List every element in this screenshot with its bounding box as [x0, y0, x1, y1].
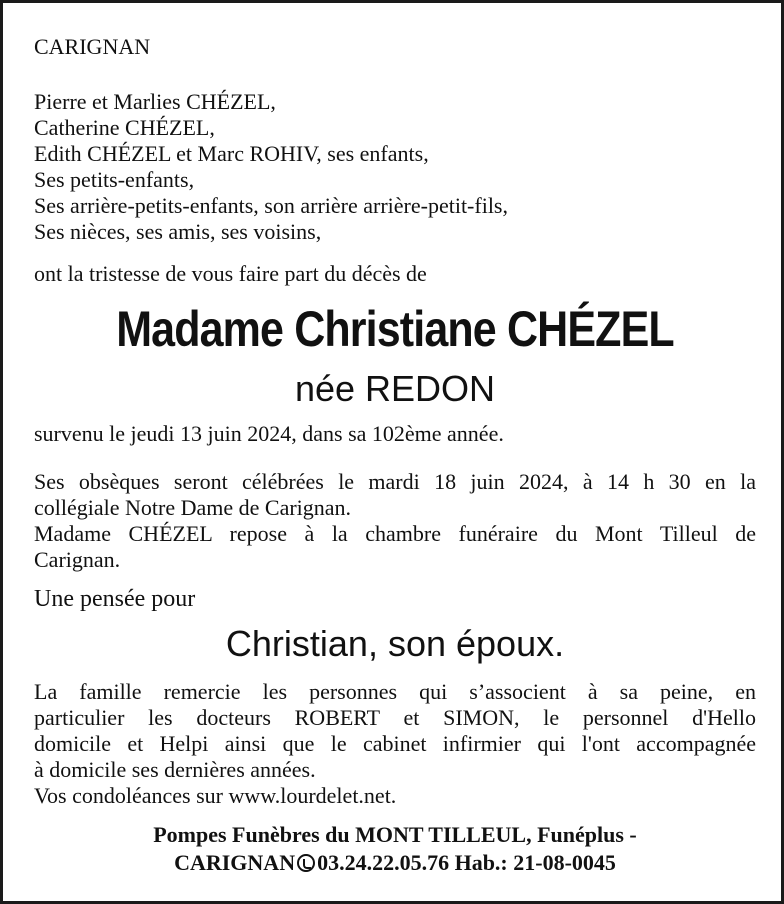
funeral-line: Madame CHÉZEL repose à la chambre funéraire du Mont Tilleul de [34, 521, 756, 546]
thanks-line: La famille remercie les personnes qui s’associent à sa peine, en [34, 679, 756, 704]
funeral-line: collégiale Notre Dame de Carignan. [34, 495, 352, 520]
funeral-home-city: CARIGNAN [174, 850, 296, 875]
family-list [34, 89, 508, 245]
city-heading: CARIGNAN [34, 34, 151, 59]
funeral-line: Carignan. [34, 547, 121, 572]
thought-intro: Une pensée pour [34, 586, 196, 612]
maiden-name: née REDON [294, 368, 496, 409]
family-line: Ses nièces, ses amis, ses voisins, [34, 219, 322, 244]
thanks-line: à domicile ses dernières années. [34, 757, 316, 782]
family-line: Catherine CHÉZEL, [34, 115, 215, 140]
funeral-info [34, 469, 756, 573]
phone-icon [297, 854, 315, 872]
funeral-line: Ses obsèques seront célébrées le mardi 18 juin 2024, à 14 h 30 en la [34, 469, 756, 494]
funeral-home-footer [34, 821, 756, 877]
thanks-text [34, 679, 756, 809]
family-line: Pierre et Marlies CHÉZEL, [34, 89, 276, 114]
condolences-link: Vos condoléances sur www.lourdelet.net. [34, 783, 397, 808]
announcement-text: ont la tristesse de vous faire part du décès de [34, 261, 427, 286]
thanks-line: domicile et Helpi ainsi que le cabinet infirmier qui l'ont accompagnée [34, 731, 756, 756]
family-line: Ses petits-enfants, [34, 167, 195, 192]
thought-for: Christian, son époux. [225, 623, 565, 664]
family-line: Ses arrière-petits-enfants, son arrière arrière-petit-fils, [34, 193, 508, 218]
thanks-line: particulier les docteurs ROBERT et SIMON, le personnel d'Hello [34, 705, 756, 730]
funeral-home-contact [34, 849, 756, 877]
family-line: Edith CHÉZEL et Marc ROHIV, ses enfants, [34, 141, 429, 166]
funeral-home-name: Pompes Funèbres du MONT TILLEUL, Funéplus - [153, 822, 637, 847]
death-info: survenu le jeudi 13 juin 2024, dans sa 102ème année. [34, 421, 504, 446]
phone-and-license: 03.24.22.05.76 Hab.: 21-08-0045 [317, 850, 616, 875]
deceased-name: Madame Christiane CHÉZEL [116, 301, 674, 357]
